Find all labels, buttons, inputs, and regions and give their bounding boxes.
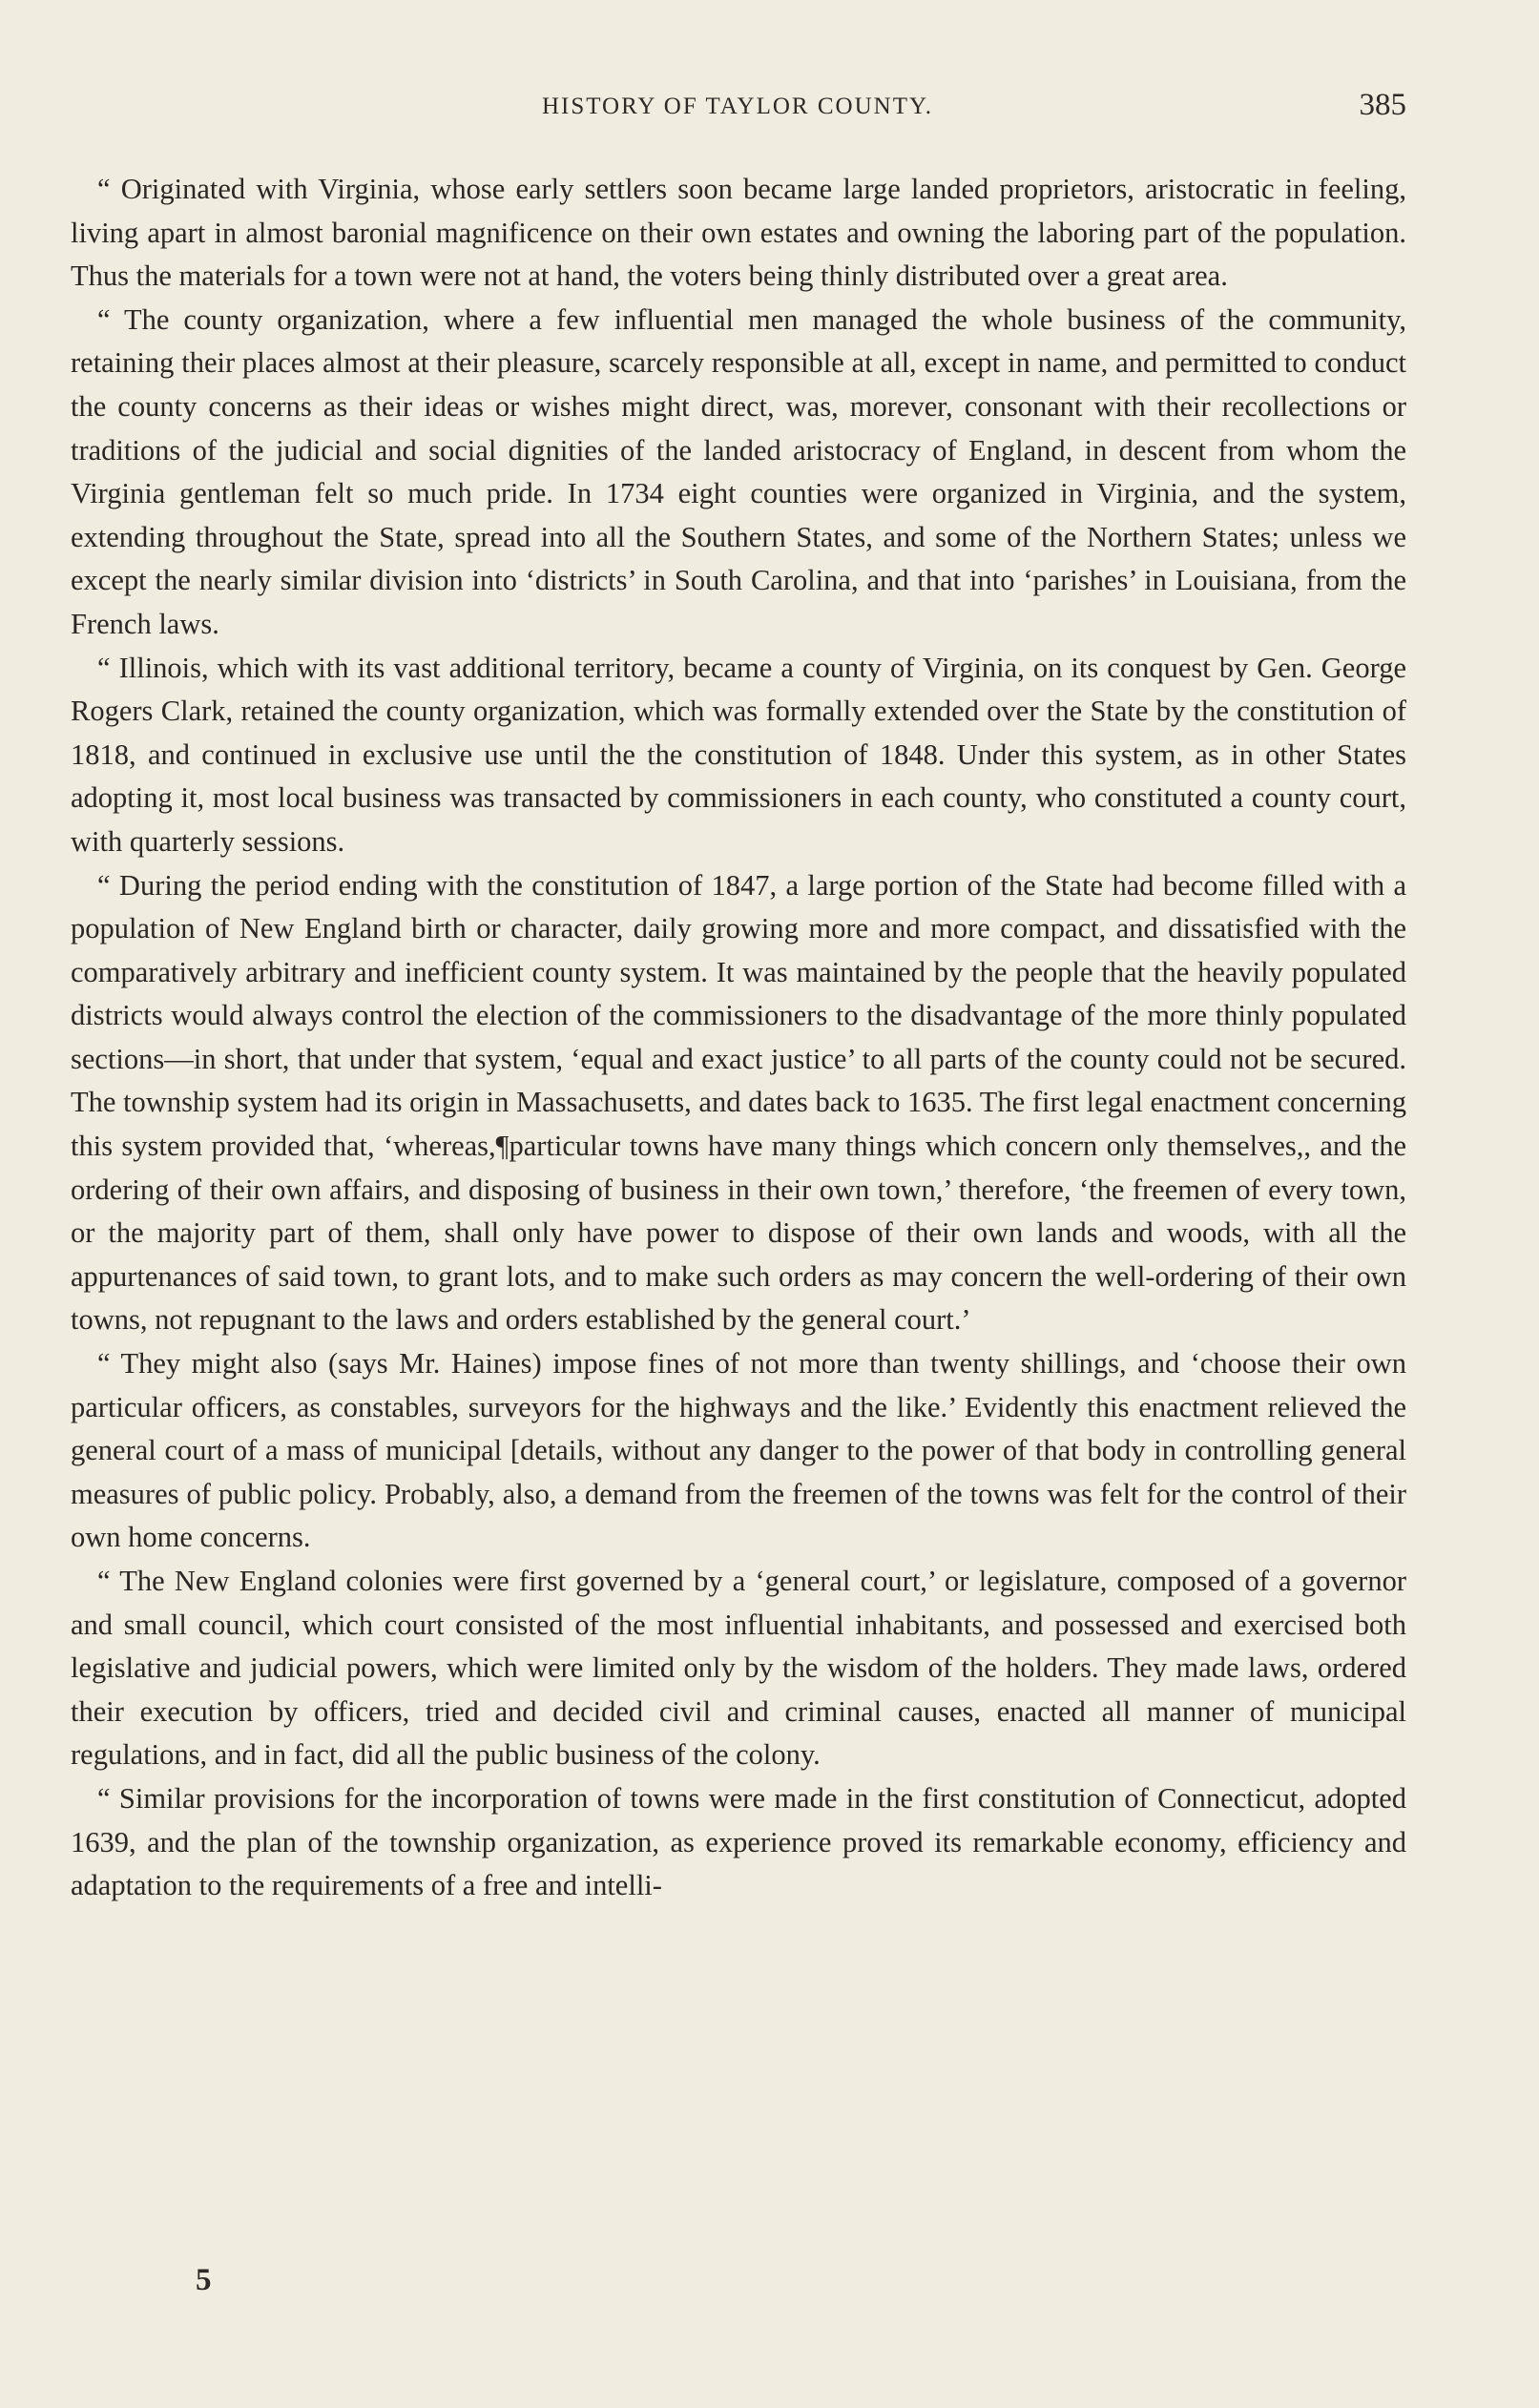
- running-head: [69, 88, 1406, 126]
- paragraph-connecticut: “ Similar provisions for the incorporation of towns were made in the first constitution of Connecticut, adopted 1639, and the plan of the township organization, as experience proved its remarkable economy, efficiency and adaptation to the requirements of a free and intelli-: [71, 1781, 1406, 1902]
- paragraph-illinois: “ Illinois, which with its vast additional territory, became a county of Virginia, on its conquest by Gen. George Rogers Clark, retained the county organization, which was formally extended over the State by the constitution of 1818, and continued in exclusive use until the the constitution of 1848. Under this system, as in other States adopting it, most local business was transacted by commissioners in each county, who constituted a county court, with quarterly sessions.: [71, 651, 1406, 858]
- body-text: [71, 168, 1406, 1908]
- paragraph-new-england-colonies: “ The New England colonies were first governed by a ‘general court,’ or legislature, composed of a governor and small council, which court consisted of the most influential inhabitants, and possessed and exercised both legislative and judicial powers, which were limited only by the wisdom of the holders. They made laws, ordered their execution by officers, tried and decided civil and criminal causes, enacted all manner of municipal regulations, and in fact, did all the public business of the colony.: [71, 1565, 1406, 1772]
- running-title: HISTORY OF TAYLOR COUNTY.: [541, 93, 934, 119]
- page-number: 385: [1359, 88, 1406, 122]
- paragraph-township-origin: “ During the period ending with the constitution of 1847, a large portion of the State had become filled with a population of New England birth or character, daily growing more and more compact, and dissatisfied with the comparatively arbitrary and inefficient county system. It was maintained by the people that the heavily populated districts would always control the election of the commissioners to the disadvantage of the more thinly populated sections—in short, that under that system, ‘equal and exact justice’ to all parts of the county could not be secured. The township system had its origin in Massachusetts, and dates back to 1635. The first legal enactment concerning this system provided that, ‘whereas,¶particular towns have many things which concern only themselves,, and the ordering of their own affairs, and disposing of business in their own town,’ therefore, ‘the freemen of every town, or the majority part of them, shall only have power to dispose of their own lands and woods, with all the appurtenances of said town, to grant lots, and to make such orders as may concern the well-ordering of their own towns, not repugnant to the laws and orders established by the general court.’: [71, 868, 1406, 1337]
- paragraph-fines: “ They might also (says Mr. Haines) impose fines of not more than twenty shillings, and ‘choose their own particular officers, as constables, surveyors for the highways and the like.’ Evidently this enactment relieved the general court of a mass of municipal [details, without any danger to the power of that body in controlling general measures of public policy. Probably, also, a demand from the freemen of the towns was felt for the control of their own home concerns.: [71, 1347, 1406, 1554]
- signature-mark: 5: [196, 2263, 212, 2297]
- paragraph-county-organization: “ The county organization, where a few influential men managed the whole business of the community, retaining their places almost at their pleasure, scarcely responsible at all, except in name, and permitted to conduct the county concerns as their ideas or wishes might direct, was, morever, consonant with their recollections or traditions of the judicial and social dignities of the landed aristocracy of England, in descent from whom the Virginia gentleman felt so much pride. In 1734 eight counties were organized in Virginia, and the system, extending throughout the State, spread into all the Southern States, and some of the Northern States; unless we except the nearly similar division into ‘districts’ in South Carolina, and that into ‘parishes’ in Louisiana, from the French laws.: [71, 302, 1406, 640]
- paragraph-virginia-origin: “ Originated with Virginia, whose early settlers soon became large landed proprietors, aristocratic in feeling, living apart in almost baronial magnificence on their own estates and owning the laboring part of the population. Thus the materials for a town were not at hand, the voters being thinly distributed over a great area.: [71, 173, 1406, 293]
